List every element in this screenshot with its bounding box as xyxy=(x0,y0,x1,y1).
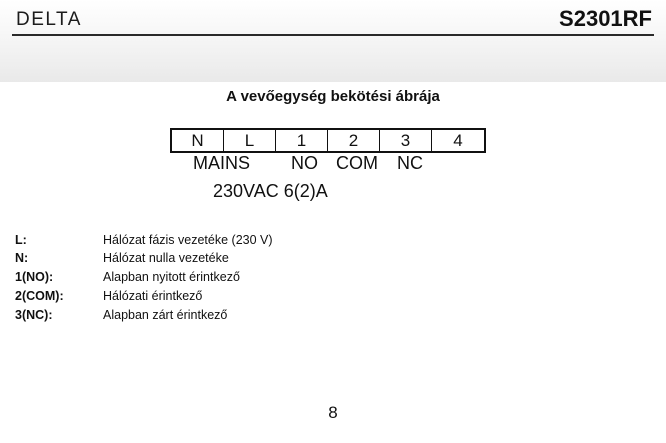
legend-key-nc: 3(NC): xyxy=(15,308,53,322)
terminal-cell-1: 1 xyxy=(276,130,328,151)
nc-label: NC xyxy=(397,153,423,173)
brand-logo: DELTA xyxy=(16,9,82,30)
legend-key-com: 2(COM): xyxy=(15,289,64,303)
com-label: COM xyxy=(336,153,378,173)
terminal-strip xyxy=(170,128,486,153)
page-number: 8 xyxy=(328,403,338,422)
legend-desc-com: Hálózati érintkező xyxy=(103,289,203,303)
terminal-cell-n: N xyxy=(172,130,224,151)
legend-key-no: 1(NO): xyxy=(15,270,54,284)
header-divider xyxy=(12,34,654,36)
legend-key-n: N: xyxy=(15,251,29,265)
legend-desc-l: Hálózat fázis vezetéke (230 V) xyxy=(103,233,273,247)
terminal-cell-2: 2 xyxy=(328,130,380,151)
terminal-cell-4: 4 xyxy=(453,131,463,150)
mains-label: MAINS xyxy=(193,153,251,173)
legend-desc-n: Hálózat nulla vezetéke xyxy=(103,251,229,265)
terminal-cell-3: 3 xyxy=(380,130,432,151)
no-label: NO xyxy=(291,153,318,173)
rating-label: 230VAC 6(2)A xyxy=(213,181,328,201)
model-number: S2301RF xyxy=(559,6,652,31)
terminal-cell-l: L xyxy=(224,130,276,151)
legend-key-l: L: xyxy=(15,233,27,247)
legend-desc-no: Alapban nyitott érintkező xyxy=(103,270,240,284)
legend-desc-nc: Alapban zárt érintkező xyxy=(103,308,228,322)
diagram-title: A vevőegység bekötési ábrája xyxy=(226,88,440,105)
